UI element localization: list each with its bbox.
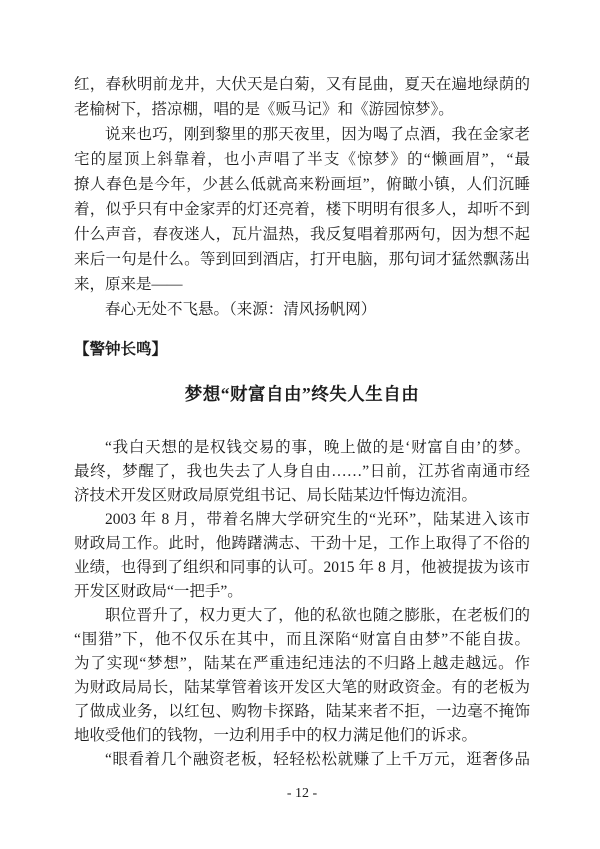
text-line: 老榆树下，搭凉棚，唱的是《贩马记》和《游园惊梦》。 [74,101,454,118]
travel-essay-text [74,72,530,322]
text-line: 春心无处不飞悬。（来源：清风扬帆网） [105,301,377,318]
article-body-text [74,436,530,772]
text-line: “围猎”下，他不仅乐在其中，而且深陷“财富自由梦”不能自拔。 [74,631,530,648]
text-line: 为财政局局长，陆某掌管着该开发区大笔的财政资金。有的老板为 [74,679,530,696]
text-line: “我白天想的是权钱交易的事，晚上做的是‘财富自由’的梦。 [105,439,530,456]
text-line: 地收受他们的钱物，一边利用手中的权力满足他们的诉求。 [74,727,478,744]
text-line: 济技术开发区财政局原党组书记、局长陆某边忏悔边流泪。 [74,487,478,504]
text-line: 红，春秋明前龙井，大伏天是白菊，又有昆曲，夏天在遍地绿荫的 [74,76,530,93]
text-line: 说来也巧，刚到黎里的那天夜里，因为喝了点酒，我在金家老 [105,126,530,143]
page-content [74,72,530,803]
text-line: 业绩，也得到了组织和同事的认可。2015 年 8 月，他被提拔为该市 [74,559,530,576]
text-line: 撩人春色是今年，少甚么低就高来粉画垣”，俯瞰小镇，人们沉睡 [74,176,530,193]
text-line: 宅的屋顶上斜靠着，也小声唱了半支《惊梦》的“懒画眉”，“最 [74,151,530,168]
text-line: 开发区财政局“一把手”。 [74,583,243,600]
text-line: 职位晋升了，权力更大了，他的私欲也随之膨胀，在老板们的 [105,607,530,624]
text-line: 最终，梦醒了，我也失去了人身自由……”日前，江苏省南通市经 [74,463,530,480]
text-line: 来，原来是—— [74,276,183,293]
text-line: 为了实现“梦想”，陆某在严重违纪违法的不归路上越走越远。作 [74,655,530,672]
text-line: 着，似乎只有中金家弄的灯还亮着，楼下明明有很多人，却听不到 [74,201,530,218]
text-line: 什么声音，春夜迷人，瓦片温热，我反复唱着那两句，因为想不起 [74,226,530,243]
text-line: 了做成业务，以红包、购物卡探路，陆某来者不拒，一边毫不掩饰 [74,703,530,720]
page-number: - 12 - [286,786,318,801]
text-line: 来后一句是什么。等到回到酒店，打开电脑，那句词才猛然飘荡出 [74,251,530,268]
article-title: 梦想“财富自由”终失人生自由 [184,384,420,404]
text-line: 2003 年 8 月，带着名牌大学研究生的“光环”，陆某进入该市 [105,511,530,528]
text-line: “眼看着几个融资老板，轻轻松松就赚了上千万元，逛奢侈品 [105,751,530,768]
section-header-warning-bell: 【警钟长鸣】 [74,341,168,358]
text-line: 财政局工作。此时，他踌躇满志、干劲十足，工作上取得了不俗的 [74,535,530,552]
